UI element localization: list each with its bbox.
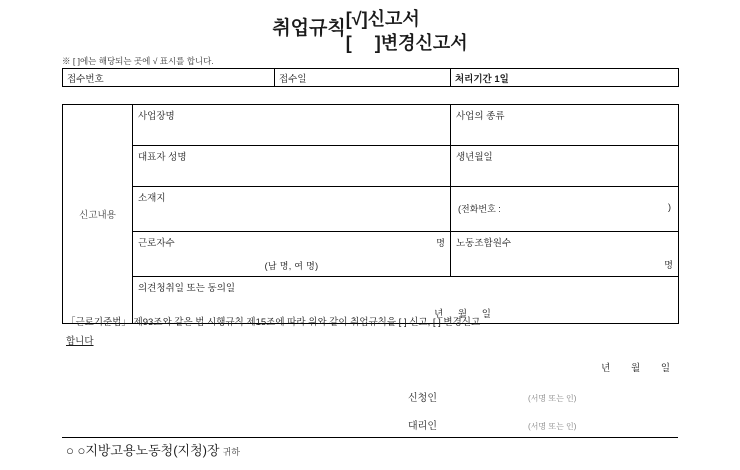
opinion-date-label: 의견청취일 또는 동의일: [138, 283, 236, 294]
title-line-report: [√]신고서: [345, 9, 420, 29]
opinion-date-value: 년 월 일: [434, 309, 497, 320]
applicant-signature-row: [408, 389, 680, 404]
worker-gender-breakdown: (남 명, 여 명): [264, 261, 319, 271]
legal-statement-line-1: 「근로기준법」 제93조와 같은 법 시행규칙 제15조에 따라 위와 같이 취업규칙을 [ ] 신고, [ ] 변경신고: [66, 317, 481, 328]
footer-divider: [62, 437, 678, 438]
table-row: [63, 146, 679, 187]
table-row: [63, 105, 679, 146]
worker-count-label: 근로자수: [138, 238, 175, 249]
phone-close-paren: ): [668, 202, 671, 212]
phone-cell: [451, 187, 679, 232]
title-main-text: 취업규칙: [272, 18, 346, 39]
union-members-label: 노동조합원수: [456, 238, 512, 249]
address-cell: 소재지: [133, 187, 451, 232]
representative-name-cell: 대표자 성명: [133, 146, 451, 187]
phone-label: (전화번호 :: [458, 204, 501, 214]
form-note: ※ [ ]에는 해당되는 곳에 √ 표시를 합니다.: [62, 56, 214, 66]
legal-statement: [66, 314, 676, 351]
receipt-date-cell: 접수일: [275, 69, 451, 87]
agent-seal-note: (서명 또는 인): [528, 422, 577, 431]
birthdate-cell: 생년월일: [451, 146, 679, 187]
workplace-name-cell: 사업장명: [133, 105, 451, 146]
report-content-label: 신고내용: [63, 105, 133, 324]
title-checkbox-lines: [346, 8, 468, 56]
receipt-number-cell: 접수번호: [63, 69, 275, 87]
legal-statement-line-2: 합니다: [66, 335, 94, 347]
date-day-label: 일: [660, 363, 670, 374]
agent-label: 대리인: [408, 421, 437, 432]
table-row: [63, 69, 679, 87]
processing-period-cell: 처리기간 1일: [451, 69, 679, 87]
receipt-info-table: [62, 68, 679, 87]
footer-office-name: ○ ○지방고용노동청(지청)장: [66, 443, 220, 458]
union-members-unit: 명: [664, 260, 673, 270]
applicant-label: 신청인: [408, 393, 437, 404]
footer-suffix: 귀하: [222, 447, 240, 457]
applicant-seal-note: (서명 또는 인): [528, 394, 577, 403]
worker-count-unit: 명: [436, 238, 445, 248]
union-members-cell: [451, 232, 679, 277]
table-row: [63, 187, 679, 232]
title-line-change-report: [ ]변경신고서: [345, 32, 468, 53]
agent-signature-row: [408, 417, 680, 432]
date-month-label: 월: [630, 363, 641, 374]
signature-date-line: [583, 360, 670, 374]
date-year-label: 년: [601, 363, 611, 374]
footer-addressee: [66, 440, 240, 459]
worker-count-cell: [133, 232, 451, 277]
business-type-cell: 사업의 종류: [451, 105, 679, 146]
table-row: [63, 232, 679, 277]
document-title: [0, 0, 740, 56]
report-details-table: [62, 104, 679, 324]
